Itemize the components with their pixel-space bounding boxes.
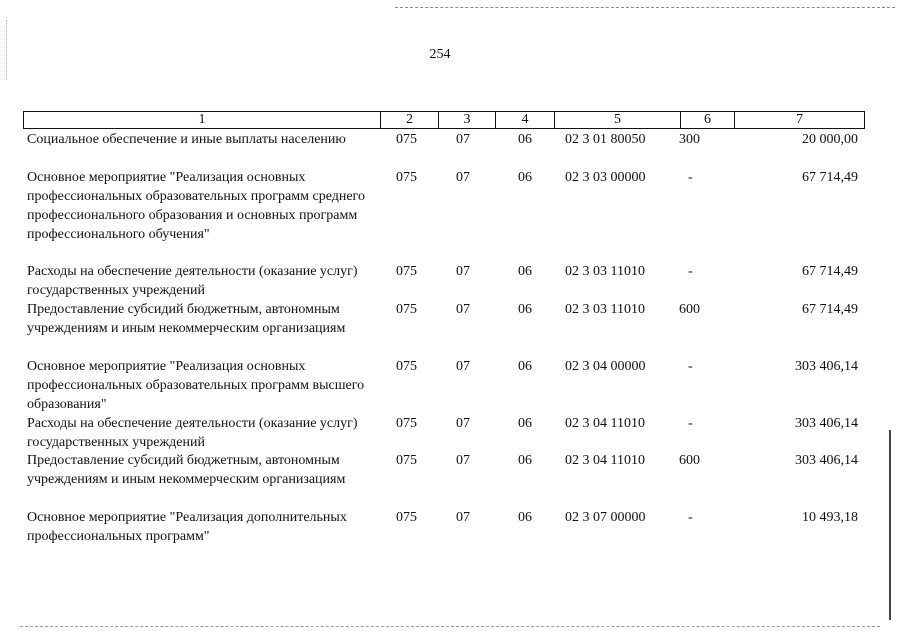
row-col-6: 600 <box>679 302 700 317</box>
column-header-2: 2 <box>380 112 438 128</box>
column-header-5: 5 <box>554 112 680 128</box>
row-name: Основное мероприятие "Реализация основных профессиональных образовательных программ среднего профессионального образования и основных программ профессионального обучения" <box>27 170 365 242</box>
row-col-7: 67 714,49 <box>802 170 858 185</box>
column-header-3: 3 <box>438 112 495 128</box>
row-name: Расходы на обеспечение деятельности (оказание услуг) государственных учреждений <box>27 264 358 298</box>
scan-artifact-bottom-line <box>20 626 880 627</box>
table-header-row <box>23 111 865 129</box>
row-col-4: 06 <box>518 264 532 279</box>
row-col-4: 06 <box>518 170 532 185</box>
row-col-4: 06 <box>518 453 532 468</box>
row-col-6: - <box>688 170 693 185</box>
row-col-7: 303 406,14 <box>795 359 858 374</box>
row-col-5: 02 3 04 11010 <box>565 416 645 431</box>
row-col-5: 02 3 04 00000 <box>565 359 646 374</box>
row-col-6: - <box>688 416 693 431</box>
row-col-3: 07 <box>456 132 470 147</box>
row-col-2: 075 <box>396 132 417 147</box>
row-col-7: 10 493,18 <box>802 510 858 525</box>
row-col-7: 67 714,49 <box>802 264 858 279</box>
row-col-2: 075 <box>396 264 417 279</box>
row-col-6: 600 <box>679 453 700 468</box>
row-col-4: 06 <box>518 302 532 317</box>
row-name: Предоставление субсидий бюджетным, автономным учреждениям и иным некоммерческим организациям <box>27 453 346 487</box>
row-col-4: 06 <box>518 416 532 431</box>
row-col-4: 06 <box>518 510 532 525</box>
row-col-7: 20 000,00 <box>802 132 858 147</box>
row-col-6: - <box>688 359 693 374</box>
row-col-5: 02 3 04 11010 <box>565 453 645 468</box>
column-header-4: 4 <box>495 112 554 128</box>
row-col-2: 075 <box>396 453 417 468</box>
row-name: Расходы на обеспечение деятельности (оказание услуг) государственных учреждений <box>27 416 358 450</box>
row-col-6: - <box>688 510 693 525</box>
row-col-5: 02 3 03 11010 <box>565 264 645 279</box>
row-col-2: 075 <box>396 416 417 431</box>
row-col-5: 02 3 01 80050 <box>565 132 646 147</box>
row-col-6: 300 <box>679 132 700 147</box>
row-col-3: 07 <box>456 264 470 279</box>
row-col-2: 075 <box>396 510 417 525</box>
row-name: Предоставление субсидий бюджетным, автономным учреждениям и иным некоммерческим организациям <box>27 302 346 336</box>
row-col-2: 075 <box>396 359 417 374</box>
row-col-3: 07 <box>456 359 470 374</box>
row-col-7: 303 406,14 <box>795 453 858 468</box>
row-col-3: 07 <box>456 510 470 525</box>
row-name: Основное мероприятие "Реализация дополнительных профессиональных программ" <box>27 510 347 544</box>
row-col-5: 02 3 03 00000 <box>565 170 646 185</box>
row-col-3: 07 <box>456 453 470 468</box>
row-name: Основное мероприятие "Реализация основных профессиональных образовательных программ высшего образования" <box>27 359 365 412</box>
row-col-3: 07 <box>456 302 470 317</box>
scan-artifact-top-line <box>395 7 895 8</box>
row-name: Социальное обеспечение и иные выплаты населению <box>27 132 346 147</box>
row-col-4: 06 <box>518 359 532 374</box>
row-col-5: 02 3 07 00000 <box>565 510 646 525</box>
row-col-5: 02 3 03 11010 <box>565 302 645 317</box>
column-header-6: 6 <box>680 112 734 128</box>
page-number: 254 <box>429 47 451 62</box>
scan-artifact-right-edge <box>889 430 891 620</box>
row-col-3: 07 <box>456 170 470 185</box>
row-col-2: 075 <box>396 302 417 317</box>
row-col-7: 67 714,49 <box>802 302 858 317</box>
row-col-3: 07 <box>456 416 470 431</box>
column-header-1: 1 <box>198 112 206 127</box>
row-col-7: 303 406,14 <box>795 416 858 431</box>
row-col-4: 06 <box>518 132 532 147</box>
row-col-6: - <box>688 264 693 279</box>
row-col-2: 075 <box>396 170 417 185</box>
column-header-7: 7 <box>734 112 864 128</box>
